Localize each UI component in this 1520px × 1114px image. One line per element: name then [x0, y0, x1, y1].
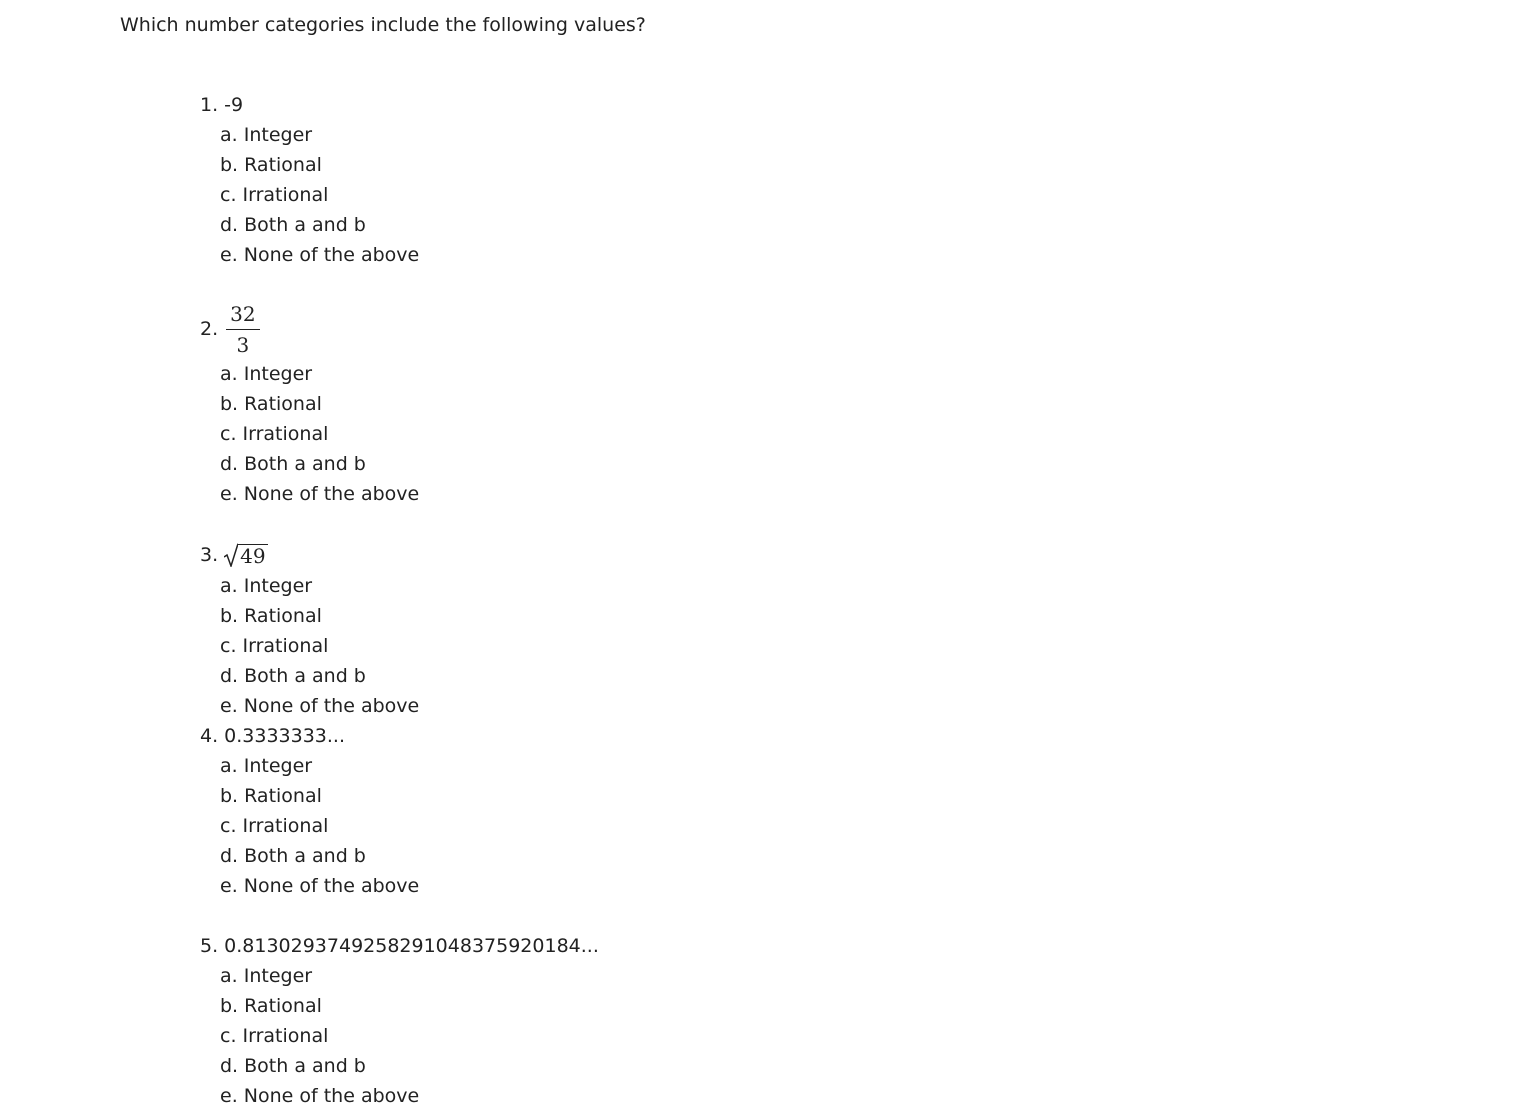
question-4-option-c: c. Irrational	[220, 815, 329, 837]
question-5-option-e: e. None of the above	[220, 1085, 420, 1107]
question-2-option-a: a. Integer	[220, 363, 313, 385]
question-4-option-b: b. Rational	[220, 785, 322, 807]
question-number: 5.	[200, 935, 219, 957]
question-number: 2.	[200, 318, 219, 340]
radicand: 49	[240, 544, 266, 568]
question-number: 4.	[200, 725, 219, 747]
question-2-option-b: b. Rational	[220, 393, 322, 415]
square-root-value	[224, 543, 267, 567]
fraction-numerator: 32	[226, 301, 259, 330]
question-1-option-b: b. Rational	[220, 154, 322, 176]
question-3-option-e: e. None of the above	[220, 695, 420, 717]
question-2-option-c: c. Irrational	[220, 423, 329, 445]
question-value: -9	[224, 94, 244, 116]
question-number: 1.	[200, 94, 219, 116]
question-1-option-a: a. Integer	[220, 124, 313, 146]
question-4-option-d: d. Both a and b	[220, 845, 366, 867]
question-prompt: Which number categories include the following values?	[120, 14, 646, 36]
question-4-header	[200, 721, 345, 751]
question-3-option-d: d. Both a and b	[220, 665, 366, 687]
question-5-option-a: a. Integer	[220, 965, 313, 987]
question-4-option-e: e. None of the above	[220, 875, 420, 897]
question-1-header	[200, 90, 243, 120]
question-1-option-c: c. Irrational	[220, 184, 329, 206]
question-2-option-d: d. Both a and b	[220, 453, 366, 475]
question-2-option-e: e. None of the above	[220, 483, 420, 505]
question-5-header	[200, 931, 599, 961]
question-number: 3.	[200, 544, 219, 566]
question-value: 0.3333333...	[224, 725, 346, 747]
question-3-option-c: c. Irrational	[220, 635, 329, 657]
question-value: 0.81302937492582910483759201​84...	[224, 935, 599, 957]
question-3-option-b: b. Rational	[220, 605, 322, 627]
question-1-option-e: e. None of the above	[220, 244, 420, 266]
fraction-value	[226, 301, 259, 358]
fraction-denominator: 3	[236, 332, 250, 357]
question-3-option-a: a. Integer	[220, 575, 313, 597]
radical-sign-icon	[224, 543, 238, 567]
question-5-option-b: b. Rational	[220, 995, 322, 1017]
question-5-option-c: c. Irrational	[220, 1025, 329, 1047]
question-1-option-d: d. Both a and b	[220, 214, 366, 236]
question-4-option-a: a. Integer	[220, 755, 313, 777]
question-5-option-d: d. Both a and b	[220, 1055, 366, 1077]
question-2-header	[200, 298, 260, 360]
question-3-header	[200, 540, 268, 570]
